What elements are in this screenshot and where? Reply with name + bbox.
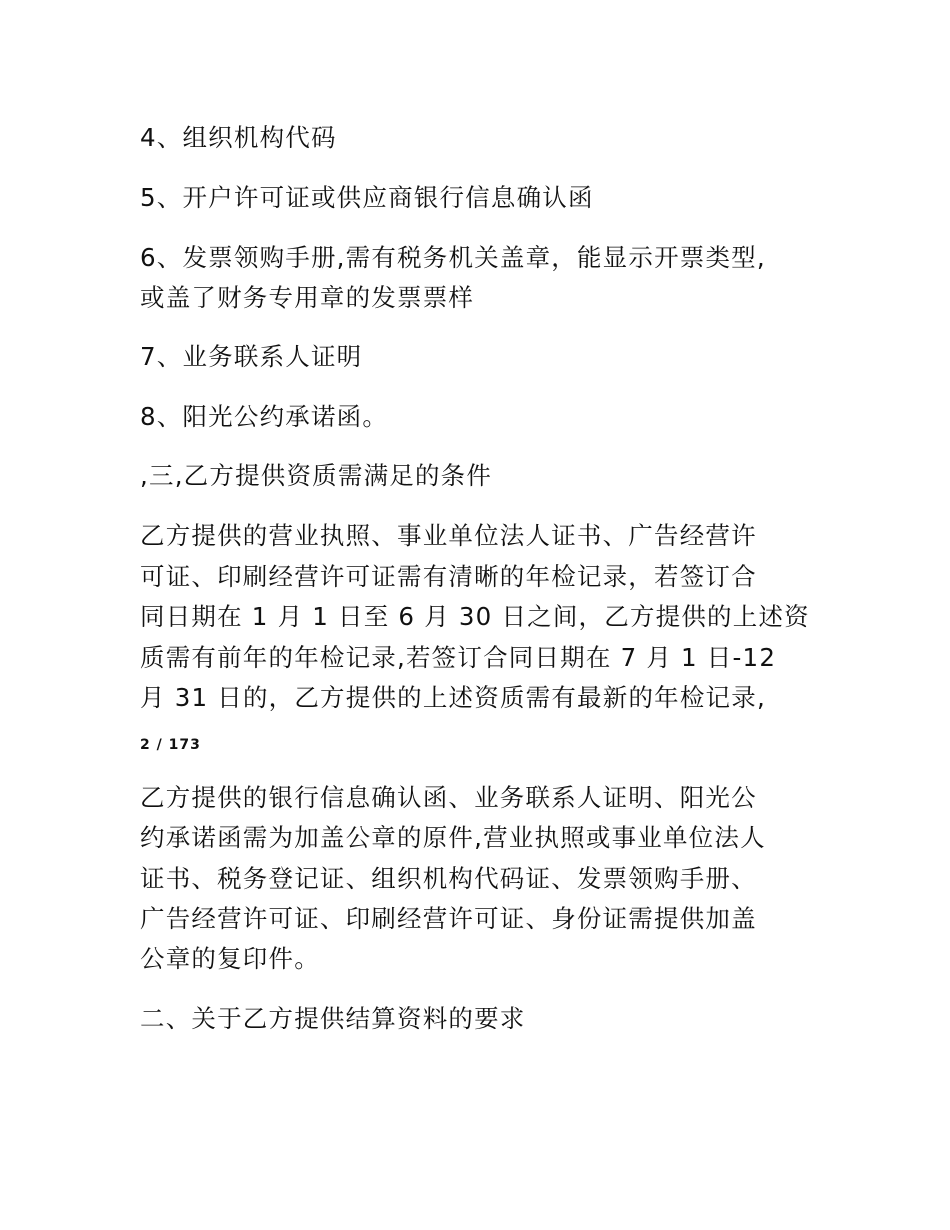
paragraph-line: 乙方提供的银行信息确认函、业务联系人证明、阳光公 — [140, 783, 757, 812]
section-3-heading: ,三,乙方提供资质需满足的条件 — [140, 461, 493, 490]
paragraph-line: 可证、印刷经营许可证需有清晰的年检记录，若签订合 — [140, 562, 757, 591]
list-item-5: 5、开户许可证或供应商银行信息确认函 — [140, 183, 594, 212]
paragraph-line: 广告经营许可证、印刷经营许可证、身份证需提供加盖 — [140, 904, 757, 933]
paragraph-line: 乙方提供的营业执照、事业单位法人证书、广告经营许 — [140, 521, 757, 550]
paragraph-line: 约承诺函需为加盖公章的原件,营业执照或事业单位法人 — [140, 823, 766, 852]
paragraph-line: 月 31 日的，乙方提供的上述资质需有最新的年检记录, — [140, 683, 766, 712]
section-2-heading: 二、关于乙方提供结算资料的要求 — [140, 1004, 526, 1033]
list-item-4: 4、组织机构代码 — [140, 123, 337, 152]
list-item-6-line-1: 6、发票领购手册,需有税务机关盖章，能显示开票类型, — [140, 243, 766, 272]
page-number: 2 / 173 — [140, 737, 201, 753]
paragraph-line: 质需有前年的年检记录,若签订合同日期在 7 月 1 日-12 — [140, 643, 777, 672]
paragraph-line: 同日期在 1 月 1 日至 6 月 30 日之间，乙方提供的上述资 — [140, 602, 810, 631]
paragraph-line: 公章的复印件。 — [140, 944, 320, 973]
list-item-6-line-2: 或盖了财务专用章的发票票样 — [140, 283, 475, 312]
list-item-8: 8、阳光公约承诺函。 — [140, 402, 389, 431]
list-item-7: 7、业务联系人证明 — [140, 342, 363, 371]
paragraph-line: 证书、税务登记证、组织机构代码证、发票领购手册、 — [140, 864, 757, 893]
